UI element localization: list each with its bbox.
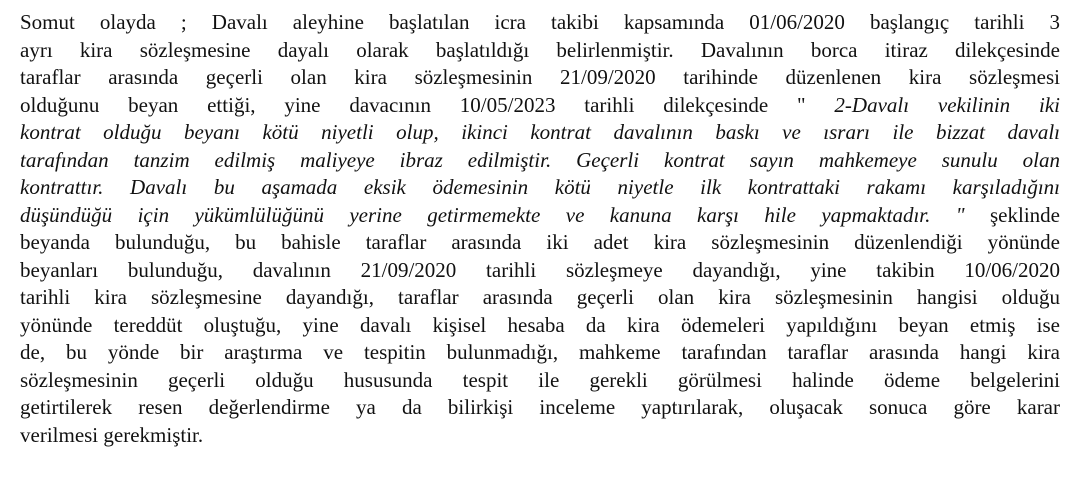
text-segment: taraflar arasında geçerli olan kira sözleşmesinin 21/09/2020 tarihinde düzenlenen kira sözleşmesi — [20, 65, 1060, 89]
text-line — [20, 174, 1060, 202]
quoted-text-segment: düşündüğü için yükümlülüğünü yerine getirmemekte ve kanuna karşı hile yapmaktadır. " — [20, 202, 965, 227]
text-segment: tarihli kira sözleşmesine dayandığı, taraflar arasında geçerli olan kira sözleşmesinin hangisi olduğu — [20, 285, 1060, 309]
text-line — [20, 147, 1060, 175]
text-line — [20, 367, 1060, 395]
text-segment: Somut olayda ; Davalı aleyhine başlatılan icra takibi kapsamında 01/06/2020 başlangıç tarihli 3 — [20, 10, 1060, 34]
paragraph — [20, 9, 1058, 449]
text-line — [20, 284, 1060, 312]
quoted-text-segment: kontrattır. Davalı bu aşamada eksik ödemesinin kötü niyetle ilk kontrattaki rakamı karşıladığını — [20, 175, 1060, 199]
text-segment: de, bu yönde bir araştırma ve tespitin bulunmadığı, mahkeme tarafından taraflar arasında hangi kira — [20, 340, 1060, 364]
text-segment: ayrı kira sözleşmesine dayalı olarak başlatıldığı belirlenmiştir. Davalının borca itiraz dilekçesinde — [20, 37, 1060, 62]
text-line — [20, 229, 1060, 257]
quoted-text-segment: 2-Davalı vekilinin iki — [834, 92, 1060, 117]
text-segment: sözleşmesinin geçerli olduğu hususunda tespit ile gerekli görülmesi halinde ödeme belgelerini — [20, 367, 1060, 392]
text-line — [20, 119, 1060, 147]
text-line — [20, 9, 1060, 37]
text-line — [20, 37, 1060, 65]
quoted-text-segment: tarafından tanzim edilmiş maliyeye ibraz edilmiştir. Geçerli kontrat sayın mahkemeye sunulu olan — [20, 147, 1060, 172]
text-line — [20, 422, 1060, 450]
quoted-text-segment: kontrat olduğu beyanı kötü niyetli olup, ikinci kontrat davalının baskı ve ısrarı ile bizzat davalı — [20, 120, 1060, 144]
text-line — [20, 339, 1060, 367]
text-line — [20, 312, 1060, 340]
text-segment: olduğunu beyan ettiği, yine davacının 10/05/2023 tarihli dilekçesinde " — [20, 92, 835, 117]
text-segment: yönünde tereddüt oluştuğu, yine davalı kişisel hesaba da kira ödemeleri yapıldığını beyan etmiş ise — [20, 312, 1060, 337]
text-segment: getirtilerek resen değerlendirme ya da bilirkişi inceleme yaptırılarak, oluşacak sonuca göre karar — [20, 395, 1060, 419]
text-line — [20, 202, 1060, 230]
text-segment: beyanları bulunduğu, davalının 21/09/2020 tarihli sözleşmeye dayandığı, yine takibin 10/06/2020 — [20, 257, 1060, 282]
text-segment: şeklinde — [964, 202, 1060, 227]
text-segment: beyanda bulunduğu, bu bahisle taraflar arasında iki adet kira sözleşmesinin düzenlendiği yönünde — [20, 230, 1060, 254]
text-segment: verilmesi gerekmiştir. — [20, 422, 204, 447]
text-line — [20, 64, 1060, 92]
text-line — [20, 257, 1060, 285]
text-line — [20, 394, 1060, 422]
text-line — [20, 92, 1060, 120]
